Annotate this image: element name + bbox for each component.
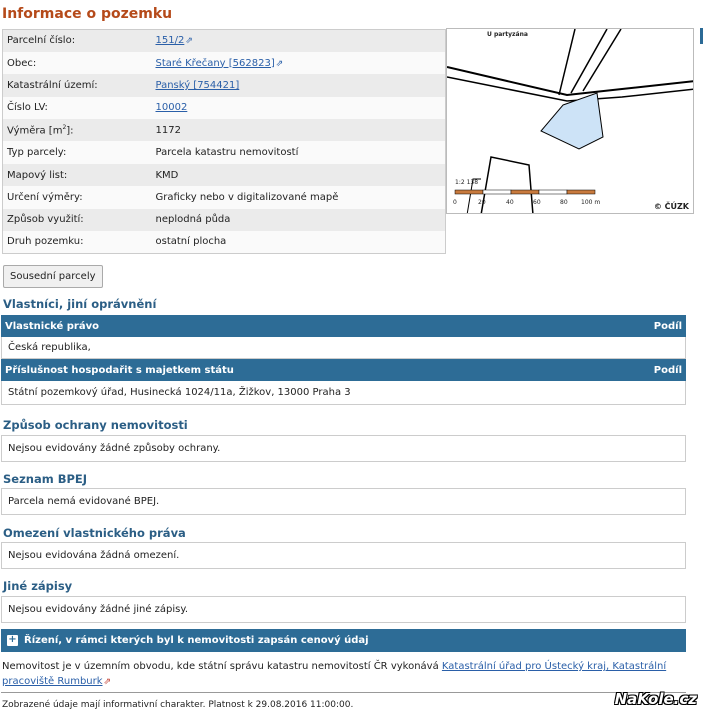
bpej-section-title: Seznam BPEJ — [3, 472, 88, 486]
scale-tick: 100 m — [581, 199, 601, 206]
cadastral-area-link[interactable]: Panský [754421] — [155, 79, 240, 91]
table-row — [3, 141, 446, 163]
municipality-link[interactable]: Staré Křečany [562823] — [155, 57, 275, 69]
management-header — [1, 359, 686, 381]
scale-tick: 60 — [533, 199, 541, 206]
cadastral-map[interactable] — [446, 28, 694, 214]
external-link-icon[interactable]: ⇗ — [275, 58, 284, 69]
ownership-header-label: Vlastnické právo — [5, 320, 99, 332]
plus-icon: + — [8, 634, 17, 645]
row-value: KMD — [152, 164, 446, 186]
management-header-label: Příslušnost hospodařit s majetkem státu — [5, 364, 234, 376]
parcel-info-table — [2, 29, 446, 254]
row-label: Druh pozemku: — [3, 231, 152, 253]
row-value: Parcela katastru nemovitostí — [152, 141, 446, 163]
other-box: Nejsou evidovány žádné jiné zápisy. — [1, 596, 686, 623]
row-label: Obec: — [3, 52, 152, 74]
table-row — [3, 164, 446, 186]
divider — [1, 692, 686, 693]
row-value: 1172 — [152, 119, 446, 141]
restrictions-box: Nejsou evidována žádná omezení. — [1, 542, 686, 569]
cadastral-office-link[interactable]: Katastrální úřad pro Ústecký kraj, Katastrální pracoviště Rumburk — [2, 661, 667, 687]
footer-note: Zobrazené údaje mají informativní charakter. Platnost k 29.08.2016 11:00:00. — [2, 700, 354, 710]
external-link-icon[interactable]: ⇗ — [185, 36, 193, 47]
scale-tick: 0 — [453, 199, 457, 206]
office-note-text: Nemovitost je v územním obvodu, kde státní správu katastru nemovitostí ČR vykonává — [2, 661, 442, 672]
share-header: Podíl — [653, 364, 682, 376]
scale-tick: 40 — [506, 199, 514, 206]
restrictions-section-title: Omezení vlastnického práva — [3, 526, 186, 540]
owner-entry: Česká republika, — [1, 337, 686, 359]
management-entry: Státní pozemkový úřad, Husinecká 1024/11a, Žižkov, 13000 Praha 3 — [1, 381, 686, 405]
map-scale-ratio: 1:2 138 — [455, 179, 479, 186]
office-note — [2, 659, 686, 690]
parcel-number-link[interactable]: 151/2 — [155, 35, 185, 47]
page-title: Informace o pozemku — [2, 6, 173, 22]
row-label: Mapový list: — [3, 164, 152, 186]
row-label: Katastrální území: — [3, 74, 152, 96]
table-row — [3, 209, 446, 231]
row-label: Typ parcely: — [3, 141, 152, 163]
row-value: Graficky nebo v digitalizované mapě — [152, 186, 446, 208]
row-label: Parcelní číslo: — [3, 30, 152, 52]
scale-tick: 80 — [560, 199, 568, 206]
table-row — [3, 186, 446, 208]
protection-section-title: Způsob ochrany nemovitosti — [3, 418, 188, 432]
share-header: Podíl — [653, 320, 682, 332]
table-row — [3, 30, 446, 52]
map-street-label: U partyzána — [487, 31, 528, 38]
row-value: neplodná půda — [152, 209, 446, 231]
proceedings-accordion[interactable] — [1, 629, 686, 652]
lv-number-link[interactable]: 10002 — [155, 102, 188, 114]
table-row — [3, 52, 446, 74]
external-link-icon[interactable]: ⇗ — [103, 677, 112, 687]
row-label: Číslo LV: — [3, 97, 152, 119]
row-value: ostatní plocha — [152, 231, 446, 253]
scale-tick: 20 — [478, 199, 486, 206]
table-row — [3, 231, 446, 253]
map-copyright: © ČÚZK — [653, 202, 689, 211]
bpej-box: Parcela nemá evidované BPEJ. — [1, 488, 686, 515]
owners-section-title: Vlastníci, jiní oprávnění — [3, 297, 157, 311]
map-drawing — [447, 29, 694, 214]
protection-box: Nejsou evidovány žádné způsoby ochrany. — [1, 435, 686, 462]
row-label: Způsob využití: — [3, 209, 152, 231]
table-row — [3, 74, 446, 96]
proceedings-label: Řízení, v rámci kterých byl k nemovitosti zapsán cenový údaj — [24, 635, 369, 646]
table-row — [3, 119, 446, 141]
watermark-logo: NaKole.cz — [614, 690, 697, 708]
row-label-area: Výměra $[m^2]$: — [3, 119, 152, 141]
row-label: Určení výměry: — [3, 186, 152, 208]
neighbor-parcels-button[interactable]: Sousední parcely — [3, 265, 103, 288]
other-section-title: Jiné zápisy — [3, 579, 73, 593]
table-row — [3, 97, 446, 119]
ownership-header — [1, 315, 686, 337]
